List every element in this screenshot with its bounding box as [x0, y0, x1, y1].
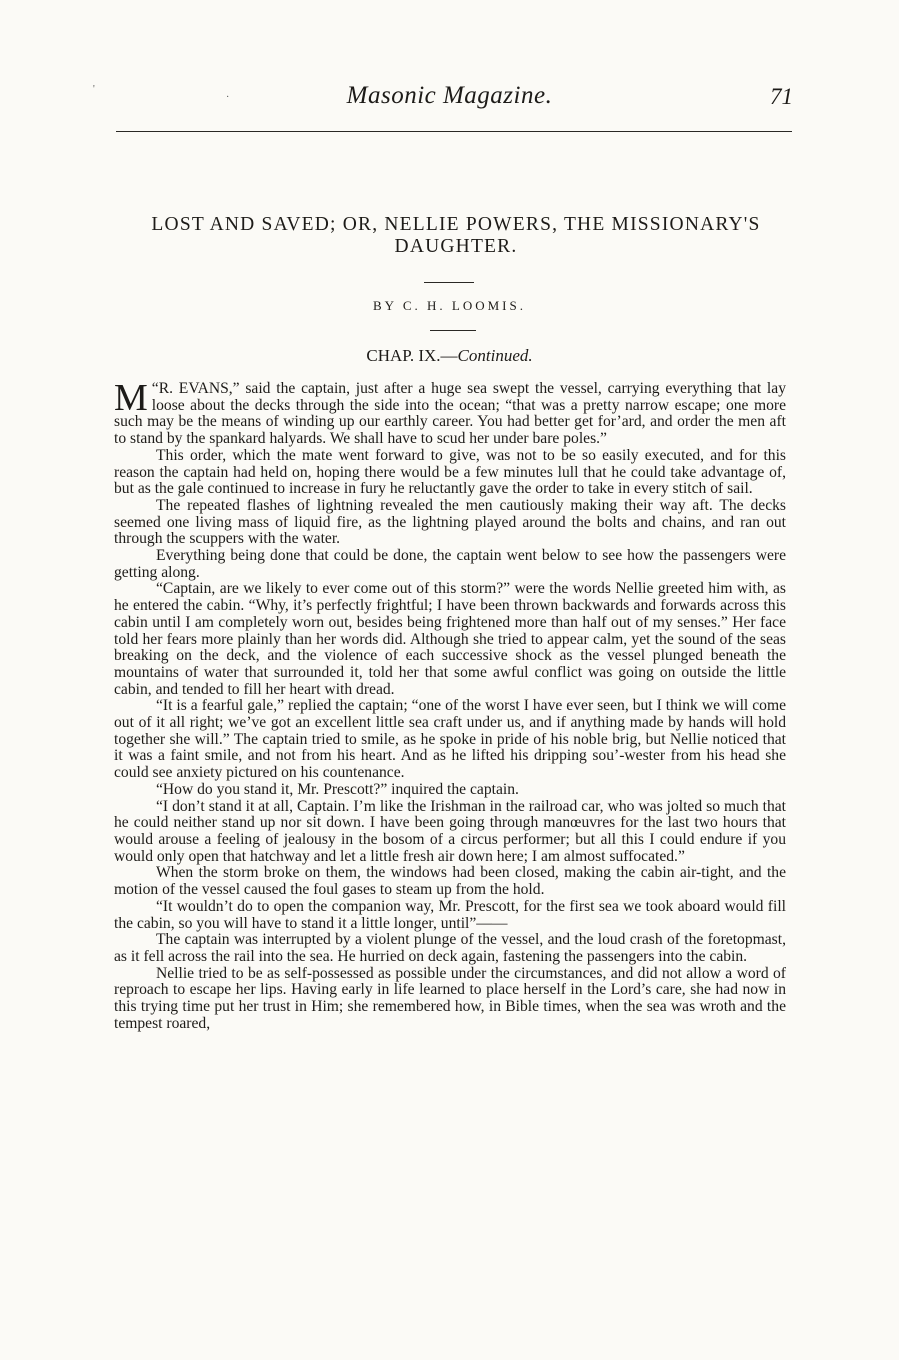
byline: BY C. H. LOOMIS. [373, 298, 526, 313]
paragraph: Nellie tried to be as self-possessed as possible under the circumstances, and did not allow a word of reproach to escape her lips. Having early in life learned to place herself in the Lord’s care, she had now in this trying time put her trust in Him; she remembered how, in Bible times, when the sea was wroth and the tempest roared, [114, 964, 786, 1032]
paragraph-text: R. EVANS,” said the captain, just after a huge sea swept the vessel, carrying everything that lay loose about the decks through the side into the ocean; “that was a pretty narrow escape; one more such may be the means of winding up our earthly career. You had better get for’ard, and order the men aft to stand by the spankard halyards. We shall have to scud her under bare poles.” [114, 380, 786, 448]
paragraph [114, 377, 786, 448]
paragraph: “It is a fearful gale,” replied the captain; “one of the worst I have ever seen, but I think we will come out of it all right; we’ve got an excellent little sea craft under us, and if anything made by hands will hold together she will.” The captain tried to smile, as he spoke in pride of his noble brig, but Nellie noticed that it was a faint smile, and not from his heart. And as he lifted his dripping sou’-wester from his head she could see anxiety pictured on his countenance. [114, 697, 786, 782]
margin-speck: · [226, 92, 230, 103]
running-head [0, 82, 899, 116]
byline-rule [430, 330, 476, 331]
paragraph: “How do you stand it, Mr. Prescott?” inquired the captain. [156, 780, 519, 798]
paragraph: This order, which the mate went forward to give, was not to be so easily executed, and for this reason the captain had held on, hoping there would be a few minutes lull that he could take advantage of, but as the gale continued to increase in fury he reluctantly gave the order to take in every stitch of sail. [114, 446, 786, 498]
paragraph: “It wouldn’t do to open the companion way, Mr. Prescott, for the first sea we took aboard would fill the cabin, so you will have to stand it a little longer, until”—— [114, 897, 786, 932]
article-title: LOST AND SAVED; OR, NELLIE POWERS, THE MISSIONARY'S DAUGHTER. [151, 214, 761, 257]
paragraph: Everything being done that could be done, the captain went below to see how the passengers were getting along. [114, 547, 786, 581]
page-number: 71 [770, 84, 793, 109]
chapter-continued: Continued. [457, 346, 533, 365]
margin-speck: ' [93, 84, 95, 95]
chapter-label: CHAP. IX.— [366, 346, 458, 365]
drop-cap: M [114, 377, 148, 419]
paragraph: When the storm broke on them, the windows had been closed, making the cabin air-tight, and the motion of the vessel caused the foul gases to steam up from the hold. [114, 864, 786, 899]
title-rule [424, 282, 474, 283]
running-title: Masonic Magazine. [346, 82, 553, 109]
paragraph: “Captain, are we likely to ever come out of this storm?” were the words Nellie greeted him with, as he entered the cabin. “Why, it’s perfectly frightful; I have been thrown backwards and forwards across this cabin until I am completely worn out, besides being frightened more than half out of my senses.” Her face told her fears more plainly than her words did. Although she tried to appear calm, yet the sound of the seas breaking on the deck, and the violence of each successive shock as the vessel plunged beneath the mountains of water that surrounded it, told her that some awful conflict was going on outside the little cabin, and tended to fill her heart with dread. [114, 580, 786, 698]
article-body [114, 377, 786, 1032]
header-rule [116, 131, 792, 132]
paragraph: The repeated flashes of lightning revealed the men cautiously making their way aft. The decks seemed one living mass of liquid fire, as the lightning played around the bolts and chains, and ran out through the scuppers with the water. [114, 496, 786, 548]
opening-quote: “ [151, 380, 159, 397]
paragraph: “I don’t stand it at all, Captain. I’m like the Irishman in the railroad car, who was jolted so much that he could neither stand up nor sit down. I have been going through manœuvres for the last two hours that would arouse a feeling of jealousy in the bosom of a circus performer; but all this I could endure if you would only open that hatchway and let a little fresh air down here; I am almost suffocated.” [114, 797, 786, 865]
chapter-heading [0, 346, 899, 366]
paragraph: The captain was interrupted by a violent plunge of the vessel, and the loud crash of the foretopmast, as it fell across the rail into the sea. He hurried on deck again, fastening the passengers into the cabin. [114, 931, 786, 965]
